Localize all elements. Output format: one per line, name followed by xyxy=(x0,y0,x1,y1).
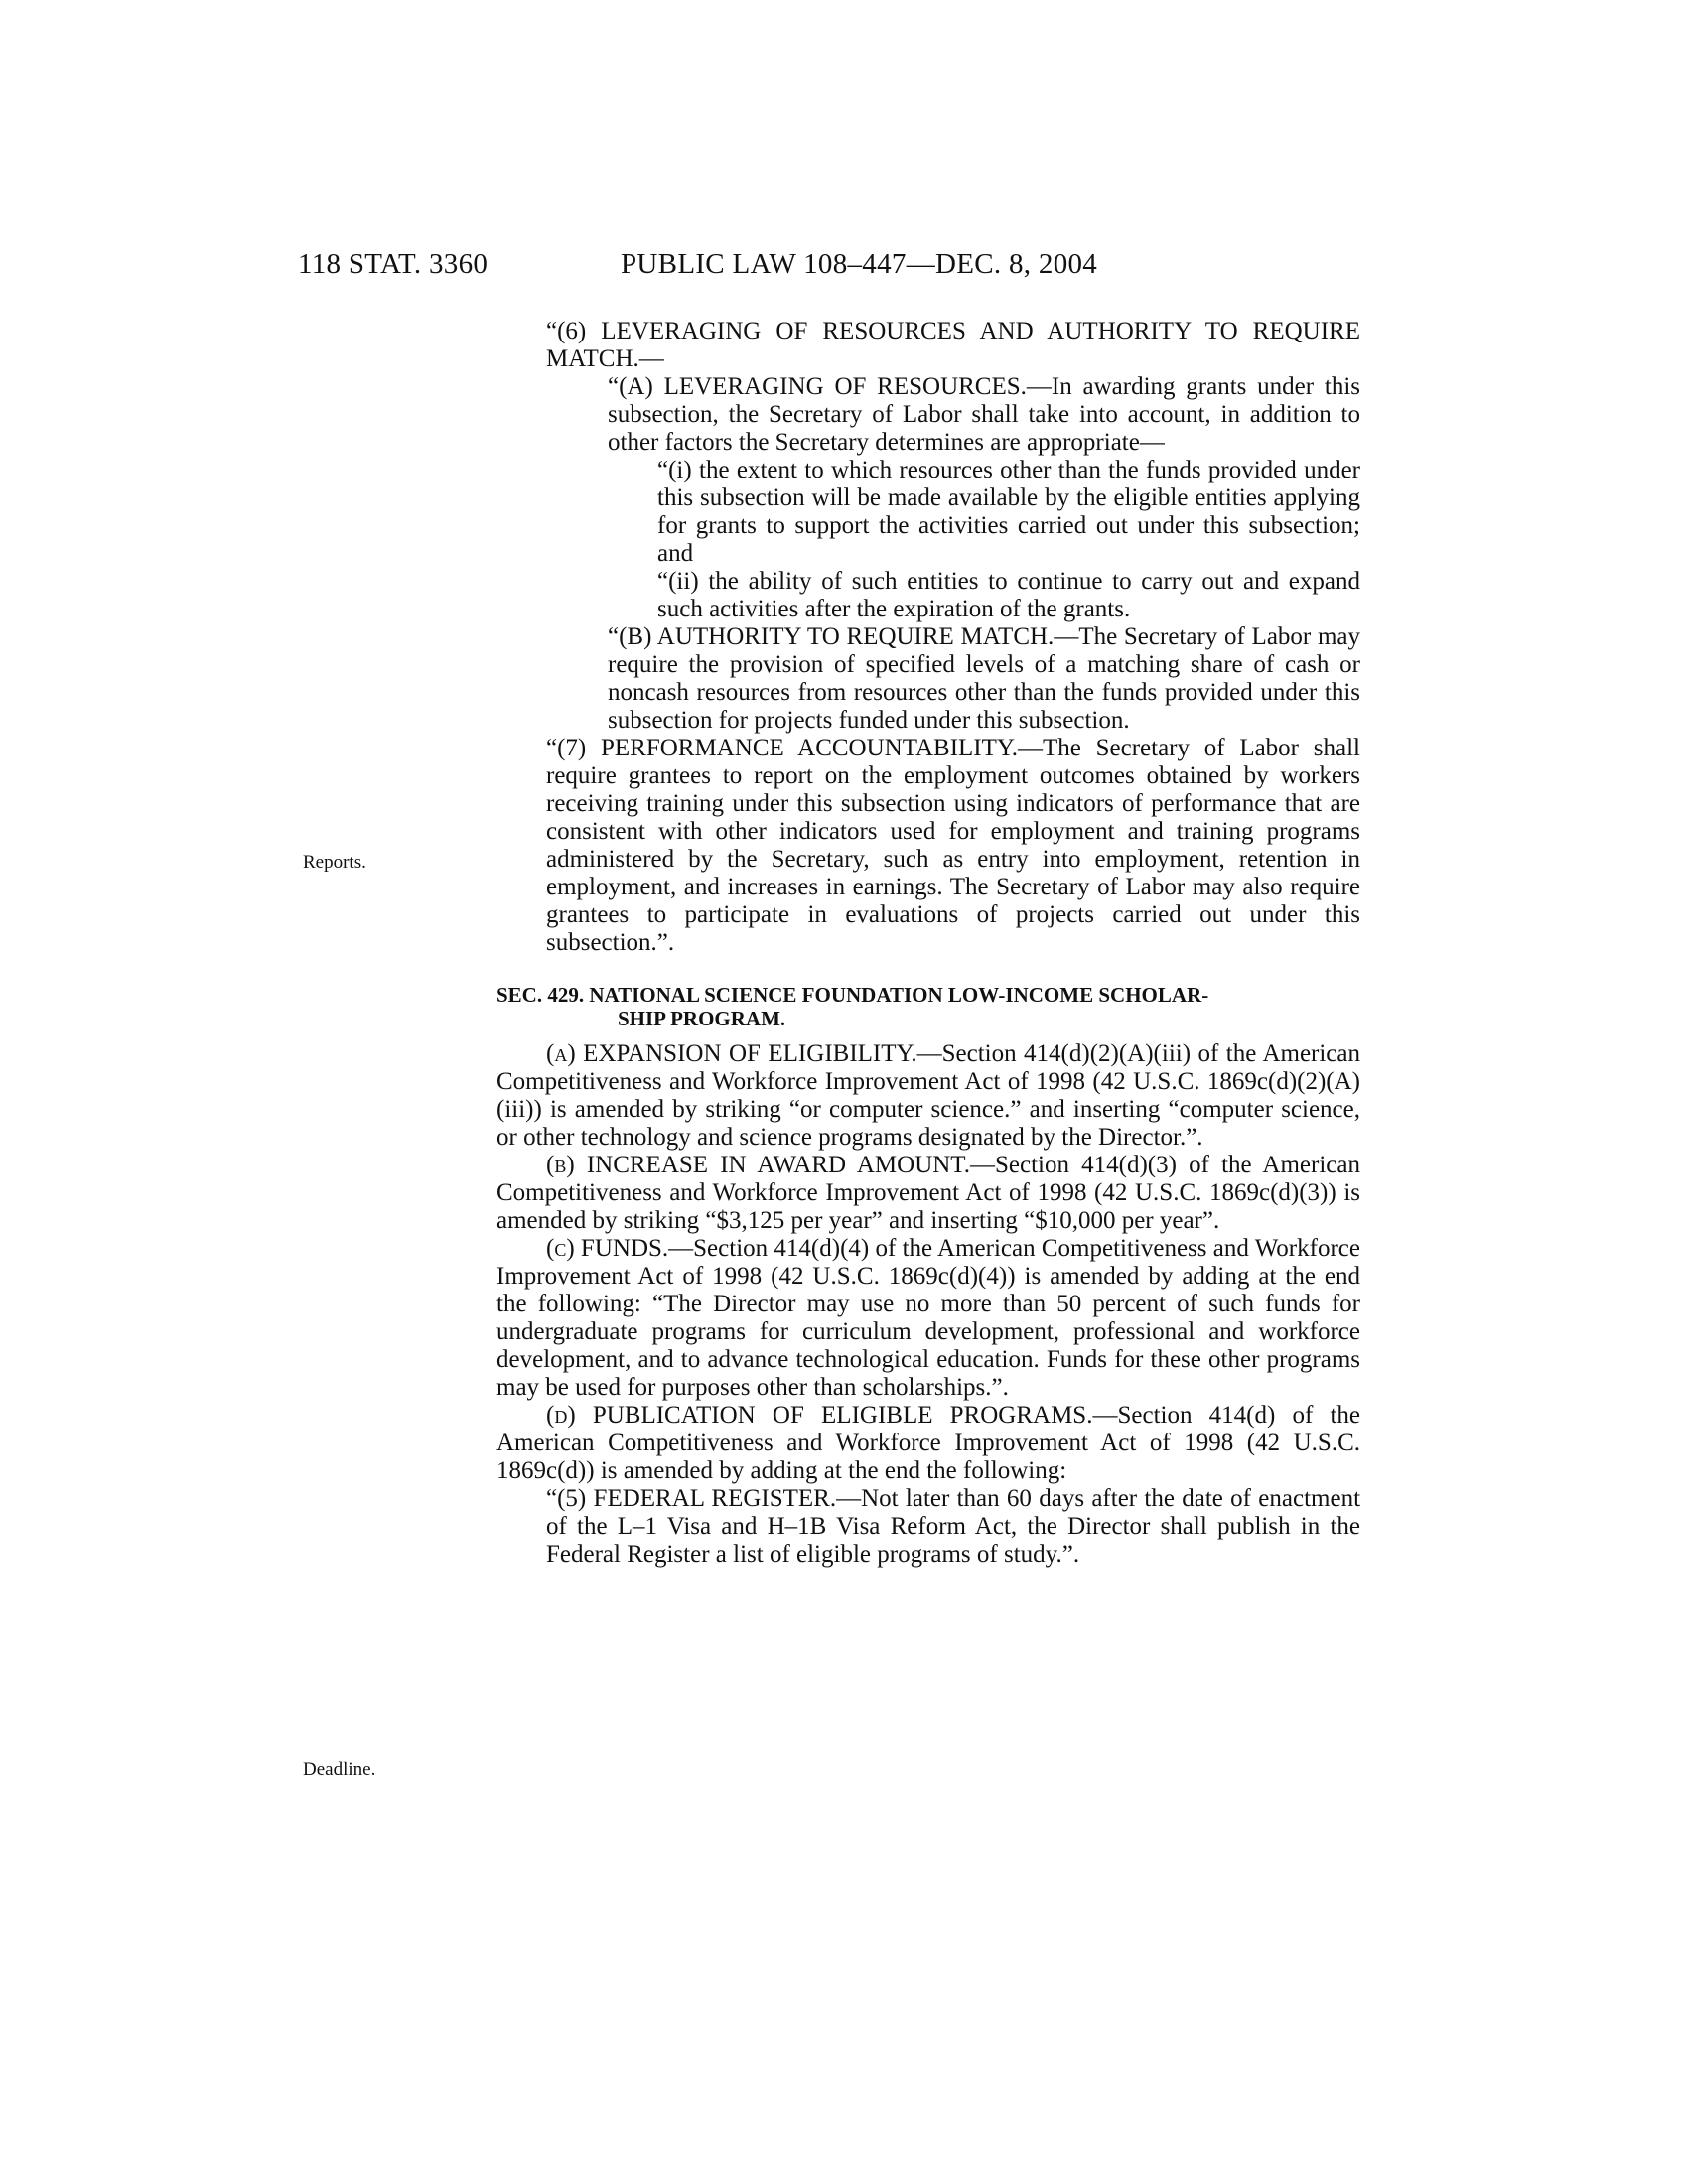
page-header-stat: 118 STAT. 3360 xyxy=(298,248,489,280)
subsection-b-heading: (b) INCREASE IN AWARD AMOUNT. xyxy=(546,1152,970,1178)
subsection-d-text: —Section 414(d) of the American Competitiveness and Workforce Improvement Act of 1998 (42 U.S.C. 1869c(d)) is amended by adding at the end the following: xyxy=(496,1402,1360,1484)
paragraph-i-text: “(i) the extent to which resources other than the funds provided under this subsection will be made available by the eligible entities applying for grants to support the activities carried out under this subsection; and xyxy=(657,457,1360,567)
subsection-a-heading: (a) EXPANSION OF ELIGIBILITY. xyxy=(546,1040,917,1067)
paragraph-ii xyxy=(496,568,1360,623)
section-429-heading-line2: SHIP PROGRAM. xyxy=(618,1007,786,1030)
paragraph-A-heading: “(A) LEVERAGING OF RESOURCES. xyxy=(608,373,1027,400)
subsection-c-text: —Section 414(d)(4) of the American Competitiveness and Workforce Improvement Act of 1998 (42 U.S.C. 1869c(d)(4)) is amended by adding at the end the following: “The Director may use no more than 50 percent of such funds for undergraduate programs for curriculum development, professional and workforce development, and to advance technological education. Funds for these other programs may be used for purposes other than scholarships.”. xyxy=(496,1235,1360,1401)
margin-note-deadline: Deadline. xyxy=(303,1759,376,1780)
subsection-a xyxy=(496,1040,1360,1152)
paragraph-7 xyxy=(496,735,1360,957)
page-header-law: PUBLIC LAW 108–447—DEC. 8, 2004 xyxy=(621,248,1098,280)
subsection-d xyxy=(496,1402,1360,1485)
paragraph-7-heading: “(7) PERFORMANCE ACCOUNTABILITY. xyxy=(546,735,1018,761)
paragraph-7-text: —The Secretary of Labor shall require grantees to report on the employment outcomes obtained by workers receiving training under this subsection using indicators of performance that are consistent with other indicators used for employment and training programs administered by the Secretary, such as entry into employment, retention in employment, and increases in earnings. The Secretary of Labor may also require grantees to participate in evaluations of projects carried out under this subsection.”. xyxy=(546,735,1360,956)
paragraph-i xyxy=(496,457,1360,568)
paragraph-B xyxy=(496,623,1360,735)
paragraph-B-heading: “(B) AUTHORITY TO REQUIRE MATCH. xyxy=(608,623,1055,650)
section-429-heading xyxy=(496,983,1360,1030)
subsection-c xyxy=(496,1235,1360,1402)
paragraph-federal-register xyxy=(496,1485,1360,1569)
subsection-b xyxy=(496,1152,1360,1235)
paragraph-B-text: —The Secretary of Labor may require the provision of specified levels of a matching share of cash or noncash resources from resources other than the funds provided under this subsection for projects funded under this subsection. xyxy=(608,623,1360,734)
margin-note-reports: Reports. xyxy=(303,852,366,873)
subsection-b-text: —Section 414(d)(3) of the American Competitiveness and Workforce Improvement Act of 1998 (42 U.S.C. 1869c(d)(3)) is amended by striking “$3,125 per year” and inserting “$10,000 per year”. xyxy=(496,1152,1360,1234)
document-body xyxy=(496,318,1360,1569)
federal-register-text: —Not later than 60 days after the date of enactment of the L–1 Visa and H–1B Visa Reform Act, the Director shall publish in the Federal Register a list of eligible programs of study.”. xyxy=(546,1485,1361,1568)
paragraph-A xyxy=(496,373,1360,457)
section-429-heading-line1: SEC. 429. NATIONAL SCIENCE FOUNDATION LOW-INCOME SCHOLAR- xyxy=(496,983,1209,1007)
paragraph-6 xyxy=(496,318,1360,373)
paragraph-A-text: —In awarding grants under this subsection, the Secretary of Labor shall take into account, in addition to other factors the Secretary determines are appropriate— xyxy=(608,373,1360,456)
subsection-d-heading: (d) PUBLICATION OF ELIGIBLE PROGRAMS. xyxy=(546,1402,1093,1429)
subsection-a-text: —Section 414(d)(2)(A)(iii) of the American Competitiveness and Workforce Improvement Act of 1998 (42 U.S.C. 1869c(d)(2)(A)(iii)) is amended by striking “or computer science.” and inserting “computer science, or other technology and science programs designated by the Director.”. xyxy=(496,1040,1360,1151)
paragraph-ii-text: “(ii) the ability of such entities to continue to carry out and expand such activities after the expiration of the grants. xyxy=(657,568,1360,622)
subsection-c-heading: (c) FUNDS. xyxy=(546,1235,669,1262)
paragraph-6-heading: “(6) LEVERAGING OF RESOURCES AND AUTHORITY TO REQUIRE MATCH.— xyxy=(546,318,1360,372)
federal-register-heading: “(5) FEDERAL REGISTER. xyxy=(546,1485,837,1512)
